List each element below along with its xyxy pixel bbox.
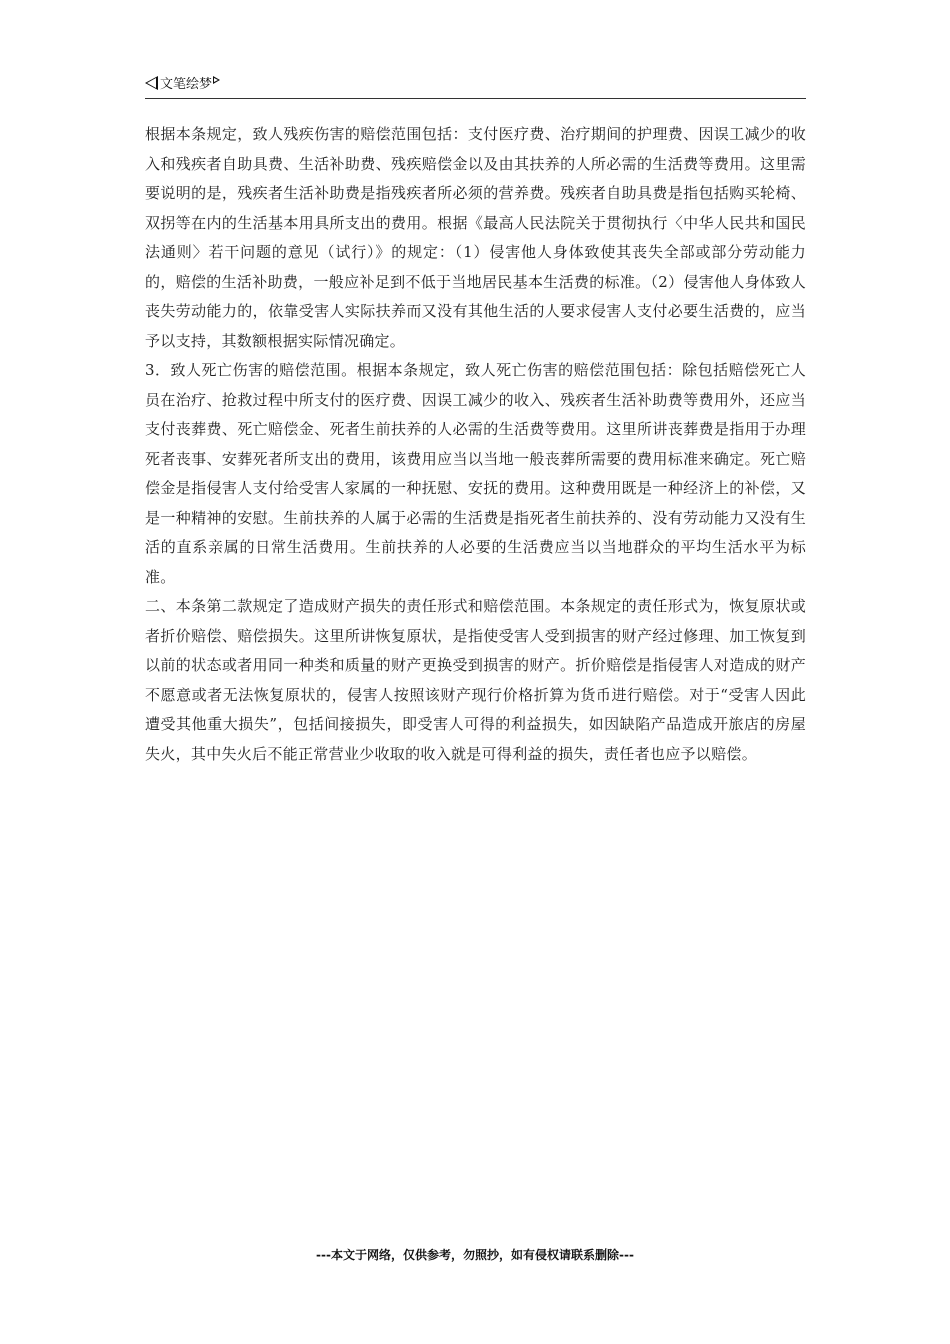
page-header (145, 76, 806, 99)
paragraph-death-compensation: 3．致人死亡伤害的赔偿范围。根据本条规定，致人死亡伤害的赔偿范围包括：除包括赔偿死亡人员在治疗、抢救过程中所支付的医疗费、因误工减少的收入、残疾者生活补助费等费用外，还应当支付丧葬费、死亡赔偿金、死者生前扶养的人必需的生活费等费用。这里所讲丧葬费是指用于办理死者丧事、安葬死者所支出的费用，该费用应当以当地一般丧葬所需要的费用标准来确定。死亡赔偿金是指侵害人支付给受害人家属的一种抚慰、安抚的费用。这种费用既是一种经济上的补偿，又是一种精神的安慰。生前扶养的人属于必需的生活费是指死者生前扶养的、没有劳动能力又没有生活的直系亲属的日常生活费用。生前扶养的人必要的生活费应当以当地群众的平均生活水平为标准。 (145, 361, 806, 586)
document-body (145, 120, 806, 769)
triangle-right-icon (213, 76, 220, 84)
header-title: 文笔绘梦 (160, 77, 213, 92)
paragraph-disability-compensation: 根据本条规定，致人残疾伤害的赔偿范围包括：支付医疗费、治疗期间的护理费、因误工减少的收入和残疾者自助具费、生活补助费、残疾赔偿金以及由其扶养的人所必需的生活费等费用。这里需要说明的是，残疾者生活补助费是指残疾者所必须的营养费。残疾者自助具费是指包括购买轮椅、双拐等在内的生活基本用具所支出的费用。根据《最高人民法院关于贯彻执行〈中华人民共和国民法通则〉若干问题的意见（试行）》的规定：（1）侵害他人身体致使其丧失全部或部分劳动能力的，赔偿的生活补助费，一般应补足到不低于当地居民基本生活费的标准。（2）侵害他人身体致人丧失劳动能力的，依靠受害人实际扶养而又没有其他生活的人要求侵害人支付必要生活费的，应当予以支持，其数额根据实际情况确定。 (145, 125, 806, 350)
footer-notice: ---本文于网络，仅供参考，勿照抄，如有侵权请联系删除--- (316, 1248, 634, 1262)
triangle-left-icon (145, 76, 158, 90)
paragraph-property-loss: 二、本条第二款规定了造成财产损失的责任形式和赔偿范围。本条规定的责任形式为，恢复原状或者折价赔偿、赔偿损失。这里所讲恢复原状，是指使受害人受到损害的财产经过修理、加工恢复到以前的状态或者用同一种类和质量的财产更换受到损害的财产。折价赔偿是指侵害人对造成的财产不愿意或者无法恢复原状的，侵害人按照该财产现行价格折算为货币进行赔偿。对于“受害人因此遭受其他重大损失”，包括间接损失，即受害人可得的利益损失，如因缺陷产品造成开旅店的房屋失火，其中失火后不能正常营业少收取的收入就是可得利益的损失，责任者也应予以赔偿。 (145, 597, 806, 763)
header-title-group (145, 76, 220, 94)
